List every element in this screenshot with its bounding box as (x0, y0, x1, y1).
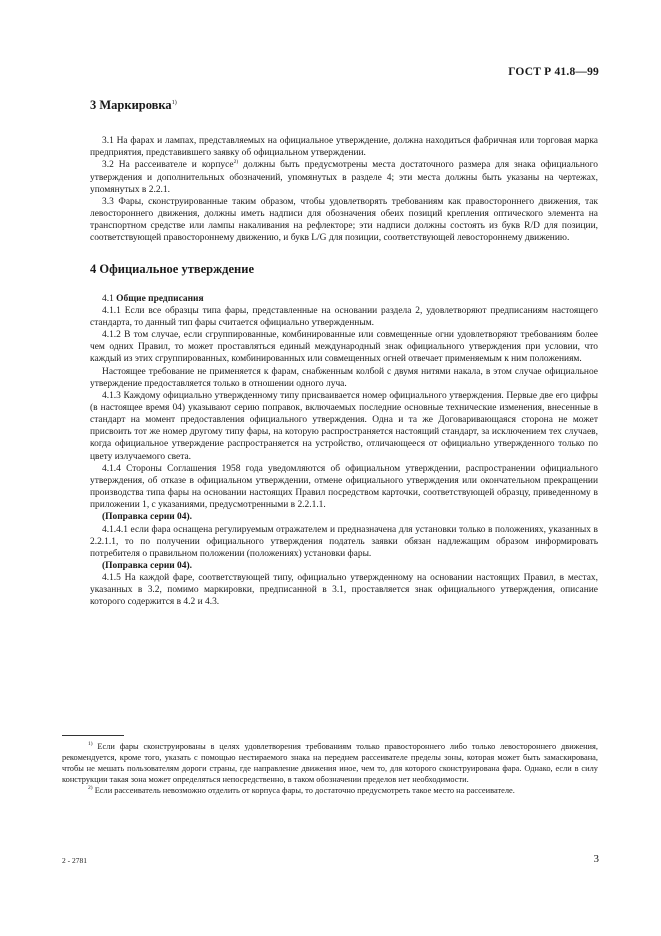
footnote-ref-2: 2) (233, 159, 239, 166)
footnote-1-text: Если фары сконструированы в целях удовлетворения требованиям только правостороннего либо только левостороннего движения, рекомендуется, кроме того, указать с помощью нестираемого знака на переднем рассеивателе пределы зоны, которая может быть замаскирована, чтобы не мешать пользователям дороги страны, где направление движения иное, чем то, для которого сконструирована фара. Однако, если в силу конструкции такая зона может определяться непосредственно, в таком обозначении пределов нет необходимости. (62, 742, 598, 785)
clause-4-1 (90, 293, 598, 305)
print-code: 2 - 2781 (62, 856, 87, 865)
clause-3-1: 3.1 На фарах и лампах, представляемых на официальное утверждение, должна находиться фабричная или торговая марка предприятия, представившего заявку об официальном утверждении. (90, 136, 598, 159)
section-3-title-text: 3 Маркировка (90, 98, 172, 113)
clause-4-1-2-note: Настоящее требование не применяется к фарам, снабженным колбой с двумя нитями накала, в этом случае официальное утверждение предоставляется только в отношении одного луча. (90, 366, 598, 389)
clause-3-3: 3.3 Фары, сконструированные таким образом, чтобы удовлетворять требованиям как правостороннего движения, так левостороннего движения, должны иметь надписи для обозначения обеих позиций крепления оптического элемента на транспортном средстве или лампы накаливания на рефлекторе; эти надписи должны состоять из букв R/D для позиции, соответствующей правостороннему движению, и букв L/G для позиции, соответствующей левостороннему движению. (90, 196, 598, 244)
footnotes (62, 741, 598, 796)
clause-3-2-start: 3.2 На рассеивателе и корпусе (102, 160, 234, 171)
main-content (90, 95, 598, 609)
clause-4-1-4: 4.1.4 Стороны Соглашения 1958 года уведомляются об официальном утверждении, распространении официального утверждения, об отказе в официальном утверждении, отмене официального утверждения или окончательном прекращении производства типа фары на основании настоящих Правил посредством карточки, соответствующей образцу, приведенному в приложении 1, с указаниями, предусмотренными в 2.2.1.1. (90, 463, 598, 511)
clause-3-2-end: должны быть предусмотрены места достаточного размера для знака официального утверждения и дополнительных обозначений, упомянутых в разделе 4; эти места должны быть указаны на чертежах, упомянутых в 2.2.1. (90, 160, 598, 195)
footnote-2-text: Если рассеиватель невозможно отделить от корпуса фары, то достаточно предусмотреть такое место на рассеивателе. (92, 786, 515, 796)
amendment-note-1: (Поправка серии 04). (102, 512, 192, 523)
page-number: 3 (593, 853, 599, 865)
section-4-title: 4 Официальное утверждение (90, 261, 254, 276)
section-3-title (90, 95, 598, 113)
footnote-1 (62, 741, 598, 785)
footnote-ref-1: 1) (171, 100, 177, 106)
clause-4-1-3: 4.1.3 Каждому официально утвержденному типу присваивается номер официального утверждения. Первые две его цифры (в настоящее время 04) указывают серию поправок, включаемых последние основные технические изменения, внесенные в стандарт на момент предоставления официального утверждения. Одна и та же Договаривающаяся сторона не может присвоить тот же номер другому типу фары, на которую распространяется настоящий стандарт, за исключением тех случаев, когда официальное утверждение распространяется на устройство, отличающееся от официально утвержденного только по цвету излучаемого света. (90, 390, 598, 462)
footnote-separator (62, 735, 124, 736)
footnote-2-mark: 2) (88, 785, 93, 792)
clause-4-1-5: 4.1.5 На каждой фаре, соответствующей типу, официально утвержденному на основании настоящих Правил, в местах, указанных в 3.2, помимо маркировки, предписанной в 3.1, проставляется знак официального утверждения, описание которого содержится в 4.2 и 4.3. (90, 573, 598, 608)
footnote-2 (62, 785, 598, 796)
document-id-header: ГОСТ Р 41.8—99 (508, 66, 599, 78)
clause-4-1-1: 4.1.1 Если все образцы типа фары, представленные на основании раздела 2, удовлетворяют предписаниям настоящего стандарта, то данный тип фары считается официально утвержденным. (90, 305, 598, 328)
clause-4-1-4-1: 4.1.4.1 если фара оснащена регулируемым отражателем и предназначена для установки только в положениях, указанных в 2.2.1.1, то по получении официального утверждения податель заявки обязан надлежащим образом информировать потребителя о правильном положении (положениях) установки фары. (90, 524, 598, 559)
clause-4-1-2: 4.1.2 В том случае, если сгруппированные, комбинированные или совмещенные огни удовлетворяют требованиям более чем одних Правил, то может проставляться единый международный знак официального утверждения при условии, что каждый из этих сгруппированных, комбинированных или совмещенных огней отвечает применяемым к ним положениям. (90, 330, 598, 365)
clause-3-2 (90, 159, 598, 195)
footnote-1-mark: 1) (88, 741, 93, 748)
clause-4-1-number: 4.1 (102, 293, 117, 304)
amendment-note-2: (Поправка серии 04). (102, 561, 192, 571)
clause-4-1-title: Общие предписания (116, 293, 204, 304)
